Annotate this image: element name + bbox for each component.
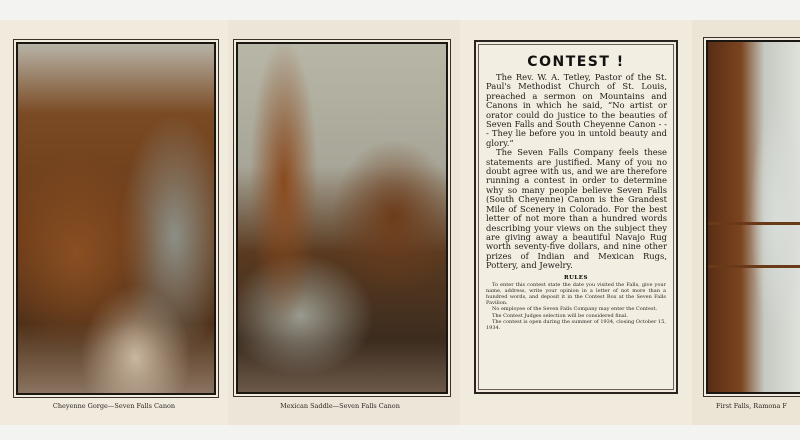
rule-item: The Contest Judges selection will be considered final.: [492, 312, 628, 319]
rule-item: The contest is open during the summer of 1934, closing October 15, 1934.: [486, 318, 666, 331]
contest-paragraph: The Seven Falls Company feels these statements are justified. Many of you no doubt agree with us, and we are therefore running a contest in order to determine why so many people believe Seven Falls (South Cheyenne) Canon is the Grandest Mile of Scenery in Colorado. For the best letter of not more than a hundred words describing your views on the subject they are giving away a beautiful Navajo Rug worth seventy-five dollars, and nine other prizes of Indian and Mexican Rugs, Pottery, and Jewelry.: [486, 147, 667, 271]
photo-caption: Mexican Saddle—Seven Falls Canon: [280, 402, 400, 410]
panel-cheyenne-gorge: [0, 20, 229, 425]
photo-caption: First Falls, Ramona F: [716, 402, 787, 410]
panel-mexican-saddle: [228, 20, 461, 425]
brochure: [0, 20, 800, 425]
panel-contest: [460, 20, 693, 425]
bridge: [708, 222, 800, 268]
photo-caption: Cheyenne Gorge—Seven Falls Canon: [52, 402, 176, 410]
rule-item: No employee of the Seven Falls Company may enter the Contest.: [492, 306, 658, 313]
canyon-road-photo: [16, 42, 216, 395]
rules-heading: RULES: [564, 274, 588, 281]
contest-body: [476, 73, 676, 271]
rules-list: [476, 282, 676, 332]
rule-item: To enter this contest state the date you visited the Falls, give your name, address, write your opinion in a letter of not more than a hundred words, and deposit it in the Contest Box at the Seven Falls Pavilion.: [486, 281, 666, 307]
contest-title: CONTEST !: [527, 54, 625, 70]
waterfall-bridge-photo: [706, 40, 800, 394]
panel-first-falls: [692, 20, 800, 425]
contest-paragraph: The Rev. W. A. Tetley, Pastor of the St. Paul's Methodist Church of St. Louis, preached a sermon on Mountains and Canons in which he said, “No artist or orator could do justice to the beauties of Seven Falls and South Cheyenne Canon - - - They lie before you in untold beauty and glory.”: [486, 72, 667, 148]
rock-spire-photo: [236, 42, 448, 394]
contest-text-box: [474, 40, 678, 394]
